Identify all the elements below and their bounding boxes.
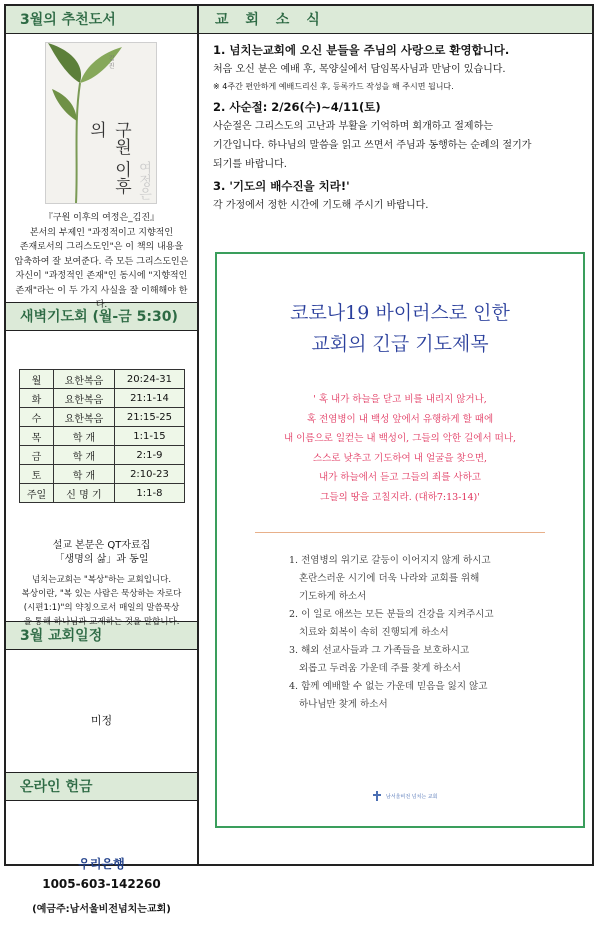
book-line: 본서의 부제인 "과정적이고 지향적인 [29,227,174,238]
day-cell: 금 [20,446,54,465]
range-cell: 21:15-25 [114,408,184,427]
prayer-item [289,552,559,606]
prayer-line: 치료와 회복이 속히 진행되게 하소서 [299,627,449,638]
news-body-line: 사순절은 그리스도의 고난과 부활을 기억하며 회개하고 절제하는 [213,121,493,132]
table-row [20,446,185,465]
range-cell: 2:1-9 [114,446,184,465]
verse-line: 내가 하늘에서 듣고 그들의 죄를 사하고 [319,472,481,483]
offering-header: 온라인 헌금 [6,773,197,801]
prayer-line: 3. 해외 선교사들과 그 가족들을 보호하시고 [289,645,470,656]
book-header: 3월의 추천도서 [6,6,197,34]
news-title: 3. '기도의 배수진을 치라!' [213,179,350,193]
poster-title-line: 교회의 긴급 기도제목 [311,333,489,355]
church-logo [371,790,437,802]
verse-line: 내 이름으로 일컫는 내 백성이, 그들의 악한 길에서 떠나, [283,433,517,444]
offering-body [6,801,197,947]
book-line: 압축하여 잘 보여준다. 즉 모든 그리스도인은 [14,256,189,267]
dawn-desc-line: 을 통해 하나님과 교제하는 것을 말합니다. [23,617,180,627]
day-cell: 월 [20,370,54,389]
offering-section [6,773,197,947]
prayer-line: 4. 함께 예배할 수 없는 가운데 믿음을 잃지 않고 [289,681,488,692]
book-cover-author: 김 진 [107,55,114,69]
book-cell: 요한복음 [53,389,114,408]
book-cell: 요한복음 [53,408,114,427]
prayer-line: 혼란스러운 시기에 더욱 나라와 교회를 위해 [299,573,480,584]
news-title: 2. 사순절: 2/26(수)~4/11(토) [213,100,381,114]
range-cell: 1:1-15 [114,427,184,446]
dawn-description [10,573,193,629]
range-cell: 21:1-14 [114,389,184,408]
news-item [213,97,584,174]
book-cell: 학 개 [53,427,114,446]
table-row [20,370,185,389]
dawn-desc-line: (시편1:1)"의 약칭으로서 매일의 말씀묵상 [23,603,180,613]
dawn-prayer-section [6,303,197,627]
events-header: 3월 교회일정 [6,622,197,650]
dawn-note-line: 「생명의 삶」과 동일 [54,554,149,565]
range-cell: 20:24-31 [114,370,184,389]
book-cover-subtitle: 여정은 [136,161,151,200]
events-section [6,622,197,773]
book-cover-image [45,42,157,204]
day-cell: 수 [20,408,54,427]
offering-holder: (예금주:남서울비전넘치는교회) [32,904,171,915]
book-cell: 학 개 [53,446,114,465]
dawn-note [6,539,197,567]
offering-bank: 우리은행 [78,857,125,871]
prayer-line: 1. 전염병의 위기로 갈등이 이어지지 않게 하시고 [289,555,491,566]
table-row [20,484,185,503]
prayer-line: 외롭고 두려움 가운데 주를 찾게 하소서 [299,663,461,674]
bulletin-frame [4,4,594,915]
prayer-item [289,678,559,714]
day-cell: 토 [20,465,54,484]
poster-title [217,298,583,360]
day-cell: 화 [20,389,54,408]
verse-line: 스스로 낮추고 기도하여 내 얼굴을 찾으면, [312,452,488,464]
dawn-desc-line: 넘치는교회는 "복상"하는 교회입니다. [31,575,172,585]
book-section [6,6,197,310]
events-text: 미정 [90,714,113,727]
dawn-note-line: 설교 본문은 QT자료집 [52,540,151,551]
cross-logo-icon [371,790,383,802]
book-caption: 『구원 이후의 여정은_김진』 [43,213,160,223]
news-note: ※ 4주간 편안하게 예배드리신 후, 등록카드 작성을 해 주시면 됩니다. [213,82,454,91]
news-header: 교 회 소 식 [199,6,592,34]
left-column [6,6,199,915]
dawn-desc-line: 복상이란, "복 있는 사람은 묵상하는 자로다 [21,589,182,599]
table-row [20,389,185,408]
news-item [213,176,584,215]
prayer-line: 기도하게 하소서 [299,591,367,602]
right-column [199,6,592,864]
poster-divider [255,532,545,533]
book-area [6,34,197,310]
poster-prayer-items [289,552,559,714]
day-cell: 주일 [20,484,54,503]
dawn-header: 새벽기도회 (월-금 5:30) [6,303,197,331]
news-body: 각 가정에서 정한 시간에 기도해 주시기 바랍니다. [213,200,429,211]
news-list [213,40,584,215]
prayer-line: 2. 이 일로 애쓰는 모든 분들의 건강을 지켜주시고 [289,609,494,620]
range-cell: 1:1-8 [114,484,184,503]
prayer-item [289,642,559,678]
book-cell: 신 명 기 [53,484,114,503]
book-cover-title: 구원 이후의 [86,121,131,195]
verse-line: 혹 전염병이 내 백성 앞에서 유행하게 할 때에 [306,413,494,425]
news-body-line: 기간입니다. 하나님의 말씀을 읽고 쓰면서 주님과 동행하는 순례의 절기가 [213,140,532,151]
events-body [6,650,197,773]
prayer-poster [215,252,585,828]
poster-verse [227,390,573,507]
news-body-line: 되기를 바랍니다. [213,159,287,170]
news-title: 1. 넘치는교회에 오신 분들을 주님의 사랑으로 환영합니다. [213,43,510,57]
logo-text: 남서울비전 넘치는 교회 [386,793,438,800]
news-item [213,40,584,95]
verse-line: 그들의 땅을 고칠지라. (대하7:13-14)' [320,491,480,503]
book-line: 자신이 "과정적인 존재"인 동시에 "지향적인 [15,271,188,281]
prayer-line: 하나님만 찾게 하소서 [299,699,388,710]
table-row [20,408,185,427]
news-body: 처음 오신 분은 예배 후, 목양실에서 담임목사님과 만남이 있습니다. [213,64,506,75]
dawn-body [6,331,197,627]
range-cell: 2:10-23 [114,465,184,484]
book-description [12,211,191,313]
dawn-schedule-table [19,369,185,503]
poster-title-line: 코로나19 바이러스로 인한 [290,302,510,324]
day-cell: 목 [20,427,54,446]
prayer-item [289,606,559,642]
book-line: 존재로서의 그리스도인"은 이 책의 내용을 [19,242,184,252]
offering-account: 1005-603-142260 [42,877,161,891]
book-cell: 학 개 [53,465,114,484]
book-cell: 요한복음 [53,370,114,389]
book-line: 존재"라는 이 두 가지 사실을 잘 이해해야 한다. [15,285,188,310]
verse-line: ' 혹 내가 하늘을 닫고 비를 내리지 않거나, [313,394,487,405]
table-row [20,427,185,446]
table-row [20,465,185,484]
